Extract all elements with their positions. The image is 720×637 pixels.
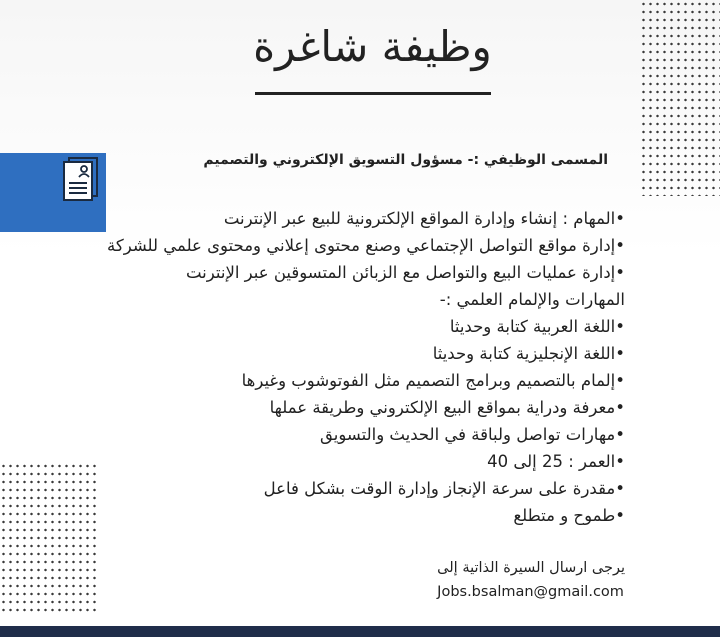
skills-heading: المهارات والإلمام العلمي :- [439, 290, 625, 309]
contact-prompt: يرجى ارسال السيرة الذاتية إلى [437, 560, 625, 576]
detail-line: •إدارة عمليات البيع والتواصل مع الزبائن المتسوقين عبر الإنترنت [185, 263, 625, 282]
job-details [107, 205, 625, 529]
detail-line: •مقدرة على سرعة الإنجاز وإدارة الوقت بشكل فاعل [263, 479, 625, 498]
detail-line: •اللغة العربية كتابة وحديثا [449, 317, 625, 336]
detail-line: •إدارة مواقع التواصل الإجتماعي وصنع محتوى إعلاني ومحتوى علمي للشركة [107, 236, 625, 255]
dot-pattern-bottom-left [0, 462, 100, 612]
detail-line: •اللغة الإنجليزية كتابة وحديثا [432, 344, 625, 363]
detail-line: •معرفة ودراية بمواقع البيع الإلكتروني وطريقة عملها [269, 398, 625, 417]
detail-line: •مهارات تواصل ولباقة في الحديث والتسويق [320, 425, 625, 444]
contact-email[interactable]: Jobs.bsalman@gmail.com [437, 584, 624, 600]
detail-line: •طموح و متطلع [513, 506, 625, 525]
footer-bar [0, 626, 720, 637]
title-underline [255, 92, 491, 95]
page-title: وظيفة شاغرة [253, 22, 492, 71]
detail-line: •إلمام بالتصميم وبرامج التصميم مثل الفوتوشوب وغيرها [241, 371, 625, 390]
contact-section [437, 556, 625, 604]
detail-line: •المهام : إنشاء وإدارة المواقع الإلكترونية للبيع عبر الإنترنت [223, 209, 625, 228]
job-title: المسمى الوظيفي :- مسؤول التسويق الإلكتروني والتصميم [203, 152, 608, 168]
detail-line: •العمر : 25 إلى 40 [487, 452, 625, 471]
resume-document-icon [62, 157, 102, 203]
